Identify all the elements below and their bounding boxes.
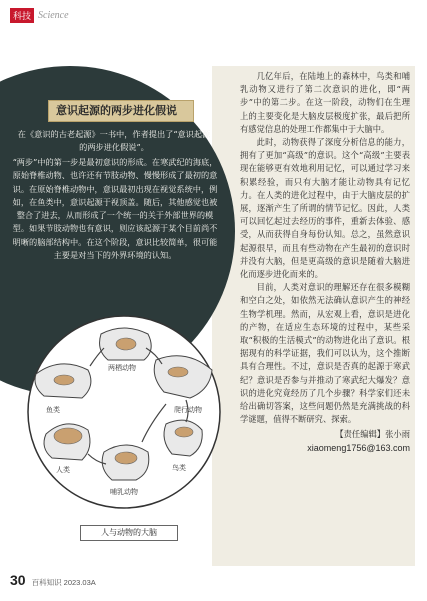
label-reptile: 爬行动物 [174, 406, 202, 414]
right-paragraph-2: 此时，动物获得了深度分析信息的能力，拥有了更加“高级”的意识。这个“高级”主要表现在能够更有效地利用记忆，可以通过学习来积累经验，而只有大脑才能让动物具有记忆力。在人类的进化过程中，由于大脑皮层的扩展，逐渐产生了所谓的情节记忆。因此，人类可以回忆起过去经历的事件，重新去体验、感受，从而获得自身每份认知。总之，虽然意识起源很早，而且有些动物在产生最初的意识时并没有大脑，但是更高级的意识是随着大脑进化而逐步进化而来的。 [240, 137, 410, 280]
label-mammal: 哺乳动物 [110, 488, 138, 496]
page-footer [10, 572, 96, 588]
editor-signature: 【责任编辑】张小雨 [335, 429, 410, 440]
diagram-caption: 人与动物的大脑 [80, 525, 178, 541]
label-fish: 鱼类 [46, 406, 60, 414]
section-tag-english: Science [38, 10, 69, 21]
magazine-issue: 百科知识 2023.03A [31, 578, 96, 587]
label-amphibian: 两栖动物 [108, 364, 136, 372]
section-tag: 科技 [10, 8, 34, 23]
mammal-head-icon [102, 445, 149, 480]
left-paragraph-2: “两步”中的第一步是最初意识的形成。在寒武纪的海底，原始脊椎动物、也许还有节肢动物、慢慢形成了最初的意识。在原始脊椎动物中，意识最初出现在视觉系统中，例如，在鱼类中，意识起源于视顶盖。随后，其他感觉也被整合了进去，从而形成了一个统一的关于外部世界的模型。如果节肢动物也有意识，则应该起源于某个目前尚不明晰的脑部结构中。在这个阶段，意识比较简单，很可能主要是对当下的外界环境的认知。 [12, 157, 218, 261]
brain-evolution-diagram [26, 314, 222, 510]
section-header [10, 8, 69, 23]
right-column [240, 70, 410, 455]
page-number: 30 [10, 572, 26, 588]
left-intro-text-2 [12, 156, 218, 262]
label-bird: 鸟类 [172, 464, 186, 472]
right-paragraph-1: 几亿年后，在陆地上的森林中，鸟类和哺乳动物又进行了第二次意识的进化，即“两步”中的第二步。在这一阶段，动物们在生理上的主要变化是大脑皮层极度扩张，最后把所有感觉信息的处理工作都集中于大脑中。 [240, 71, 410, 134]
left-paragraph-1: 在《意识的古老起源》一书中，作者提出了“意识起源的两步进化假说”。 [17, 129, 211, 153]
article-title: 意识起源的两步进化假说 [56, 104, 177, 117]
left-intro-text-1 [14, 128, 214, 155]
amphibian-head-icon [100, 328, 152, 360]
editor-email: xiaomeng1756@163.com [307, 442, 410, 453]
label-human: 人类 [56, 466, 70, 474]
fish-head-icon [35, 364, 91, 398]
right-paragraph-3: 目前，人类对意识的理解还存在很多模糊和空白之处，如依然无法确认意识产生的神经生物学机理。然而，从宏观上看，意识是进化的产物，在适应生态环境的过程中，某些采取“积极的生活模式”的动物进化出了意识。根据现有的科学证据，我们可以认为，这个推断具有合理性。不过，意识是否真的起源于寒武纪？意识是否参与并推动了寒武纪大爆发？意识的进化究竟经历了几个步骤？科学家们还未给出确切答案，这些问题仍然是充满挑战的科学谜题，值得不断研究、探索。 [240, 282, 410, 425]
bird-head-icon [164, 420, 202, 456]
